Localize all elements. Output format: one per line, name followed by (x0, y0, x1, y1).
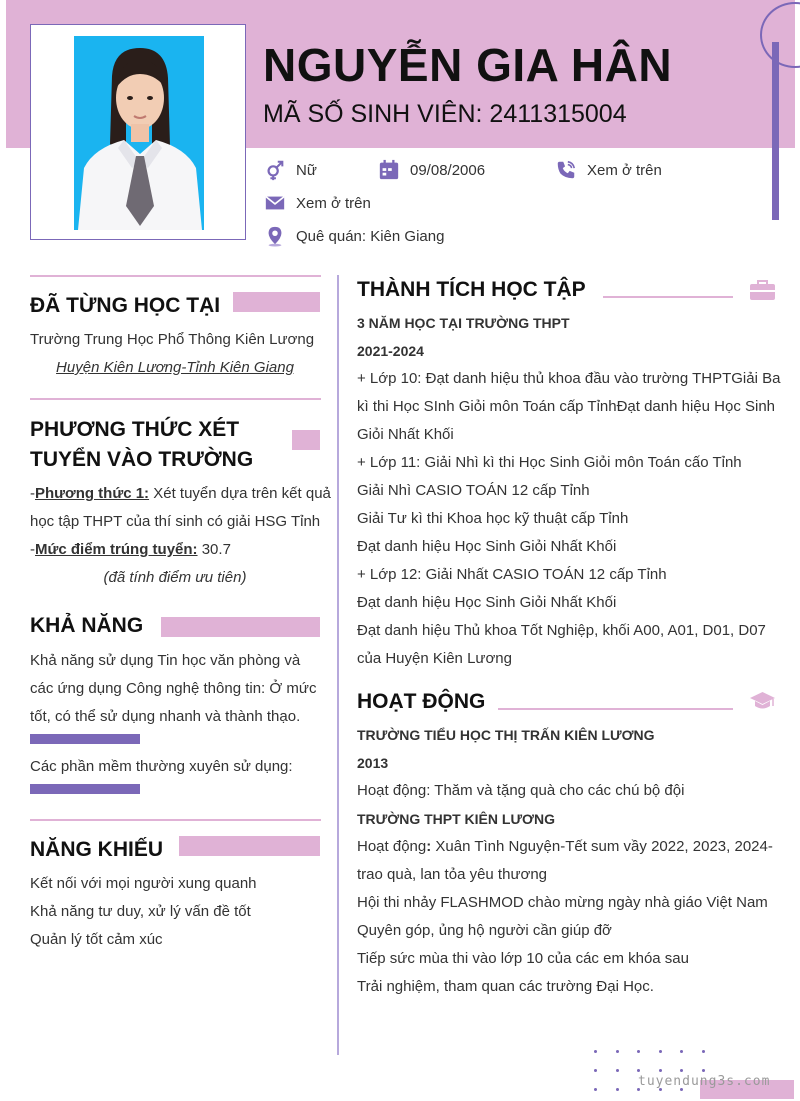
achievements-subtitle: 3 NĂM HỌC TẠI TRƯỜNG THPT (357, 315, 570, 331)
activity-line: Hội thi nhảy FLASHMOD chào mừng ngày nhà giáo Việt Nam (357, 894, 768, 911)
title-rule (498, 708, 733, 710)
admission-score: -Mức điểm trúng tuyển: 30.7 (30, 541, 231, 558)
admission-method: -Phương thức 1: Xét tuyển dựa trên kết quả (30, 485, 331, 502)
school-location: Huyện Kiên Lương-Tỉnh Kiên Giang (56, 359, 294, 376)
admission-title-line2: TUYỂN VÀO TRƯỜNG (30, 448, 254, 471)
birthday-value: 09/08/2006 (410, 161, 486, 179)
activity-text: Xuân Tình Nguyện-Tết sum vầy 2022, 2023, 2024- (431, 838, 773, 855)
achievement-line: kì thi Học SInh Giỏi môn Toán cấp TỉnhĐạt danh hiệu Học Sinh (357, 398, 776, 415)
activity-line: Tiếp sức mùa thi vào lớp 10 của các em khóa sau (357, 950, 689, 967)
decoration-dot (594, 1050, 597, 1053)
email-value: Xem ở trên (296, 194, 371, 212)
title-accent-bar (292, 430, 320, 450)
avatar (74, 36, 204, 230)
hometown-value: Quê quán: Kiên Giang (296, 227, 445, 245)
watermark: tuyendung3s.com (638, 1074, 771, 1089)
phone-value: Xem ở trên (587, 161, 662, 179)
method-text: Xét tuyển dựa trên kết quả (149, 485, 331, 502)
title-accent-bar (179, 836, 320, 856)
hometown-info (264, 225, 444, 247)
software-label: Các phần mềm thường xuyên sử dụng: (30, 758, 293, 775)
phone-info (555, 159, 662, 181)
achievement-line: Đạt danh hiệu Học Sinh Giỏi Nhất Khối (357, 594, 617, 611)
talent-item: Quản lý tốt cảm xúc (30, 931, 163, 948)
decoration-dot (659, 1069, 662, 1072)
gender-info (264, 159, 317, 181)
activity-line (357, 833, 773, 861)
birthday-info (378, 159, 485, 181)
achievement-line: Đạt danh hiệu Thủ khoa Tốt Nghiệp, khối A00, A01, D01, D07 (357, 622, 766, 639)
talent-item: Khả năng tư duy, xử lý vấn đề tốt (30, 903, 251, 920)
school-name: Trường Trung Học Phổ Thông Kiên Lương (30, 331, 315, 348)
admission-title-line1: PHƯƠNG THỨC XÉT (30, 418, 240, 441)
decoration-dot (637, 1050, 640, 1053)
achievement-line: Đạt danh hiệu Học Sinh Giỏi Nhất Khối (357, 538, 617, 555)
achievement-line: + Lớp 10: Đạt danh hiệu thủ khoa đầu vào trường THPTGiải Ba (357, 370, 781, 387)
education-title: ĐÃ TỪNG HỌC TẠI (30, 294, 221, 317)
admission-method-cont: học tập THPT của thí sinh có giải HSG Tỉnh (30, 513, 321, 530)
score-value: 30.7 (197, 541, 231, 558)
score-label: Mức điểm trúng tuyển: (35, 541, 198, 558)
activity-line: trao quà, lan tỏa yêu thương (357, 866, 548, 883)
title-accent-bar (161, 617, 320, 637)
location-pin-icon (264, 225, 286, 247)
achievement-line: của Huyện Kiên Lương (357, 650, 512, 667)
activity-colon: : (426, 838, 432, 855)
decoration-dot (702, 1069, 705, 1072)
achievements-list (357, 365, 781, 673)
score-note: (đã tính điểm ưu tiên) (103, 569, 247, 586)
gender-icon (264, 159, 286, 181)
title-rule (603, 296, 733, 298)
divider-line (30, 275, 321, 277)
email-info (264, 192, 371, 214)
decoration-dot (680, 1050, 683, 1053)
method-label: Phương thức 1: (35, 485, 150, 502)
skills-title: KHẢ NĂNG (30, 614, 144, 637)
activity-line: Quyên góp, ủng hộ người cần giúp đỡ (357, 922, 612, 939)
achievement-line: + Lớp 11: Giải Nhì kì thi Học Sinh Giỏi môn Toán cấo Tỉnh (357, 454, 742, 471)
activity-line: Hoạt động: Thăm và tặng quà cho các chú bộ đội (357, 782, 685, 799)
decoration-dot (680, 1069, 683, 1072)
activity-org-1: TRƯỜNG TIỂU HỌC THỊ TRẤN KIÊN LƯƠNG (357, 727, 655, 743)
decoration-dot (616, 1050, 619, 1053)
activity-org-2: TRƯỜNG THPT KIÊN LƯƠNG (357, 811, 555, 827)
achievement-line: + Lớp 12: Giải Nhất CASIO TOÁN 12 cấp Tỉnh (357, 566, 667, 583)
skills-line3: tốt, có thể sử dụng nhanh và thành thạo. (30, 708, 301, 725)
column-divider (337, 275, 339, 1055)
activity-line: Trải nghiệm, tham quan các trường Đại Học. (357, 978, 654, 995)
decoration-dot (616, 1088, 619, 1091)
achievement-line: Giải Tư kì thi Khoa học kỹ thuật cấp Tỉnh (357, 510, 629, 527)
mail-icon (264, 192, 286, 214)
person-name: NGUYỄN GIA HÂN (263, 39, 673, 91)
right-accent-bar (772, 42, 779, 220)
software-level-bar (30, 784, 140, 794)
decoration-dot (594, 1088, 597, 1091)
gender-value: Nữ (296, 161, 317, 179)
divider-line (30, 819, 321, 821)
achievement-line: Giỏi Nhất Khối (357, 426, 454, 443)
activities-title: HOẠT ĐỘNG (357, 690, 486, 713)
achievements-title: THÀNH TÍCH HỌC TẬP (357, 278, 586, 301)
activity-label: Hoạt động (357, 838, 427, 855)
achievement-line: Giải Nhì CASIO TOÁN 12 cấp Tỉnh (357, 482, 590, 499)
divider-line (30, 398, 321, 400)
decoration-dot (637, 1069, 640, 1072)
activity-year-1: 2013 (357, 755, 389, 771)
graduation-cap-icon (749, 690, 776, 712)
decoration-dot (659, 1050, 662, 1053)
decoration-dot (702, 1050, 705, 1053)
briefcase-icon (749, 279, 776, 301)
activities-list (357, 861, 777, 1001)
title-accent-bar (233, 292, 320, 312)
talents-title: NĂNG KHIẾU (30, 838, 164, 861)
talent-item: Kết nối với mọi người xung quanh (30, 875, 257, 892)
achievements-years: 2021-2024 (357, 343, 424, 359)
student-id: MÃ SỐ SINH VIÊN: 2411315004 (263, 100, 627, 128)
decoration-dot (616, 1069, 619, 1072)
decoration-dot (594, 1069, 597, 1072)
skills-line2: các ứng dụng Công nghệ thông tin: Ở mức (30, 680, 317, 697)
skills-line1: Khả năng sử dụng Tin học văn phòng và (30, 652, 301, 669)
calendar-icon (378, 159, 400, 181)
skill-level-bar (30, 734, 140, 744)
phone-icon (555, 159, 577, 181)
